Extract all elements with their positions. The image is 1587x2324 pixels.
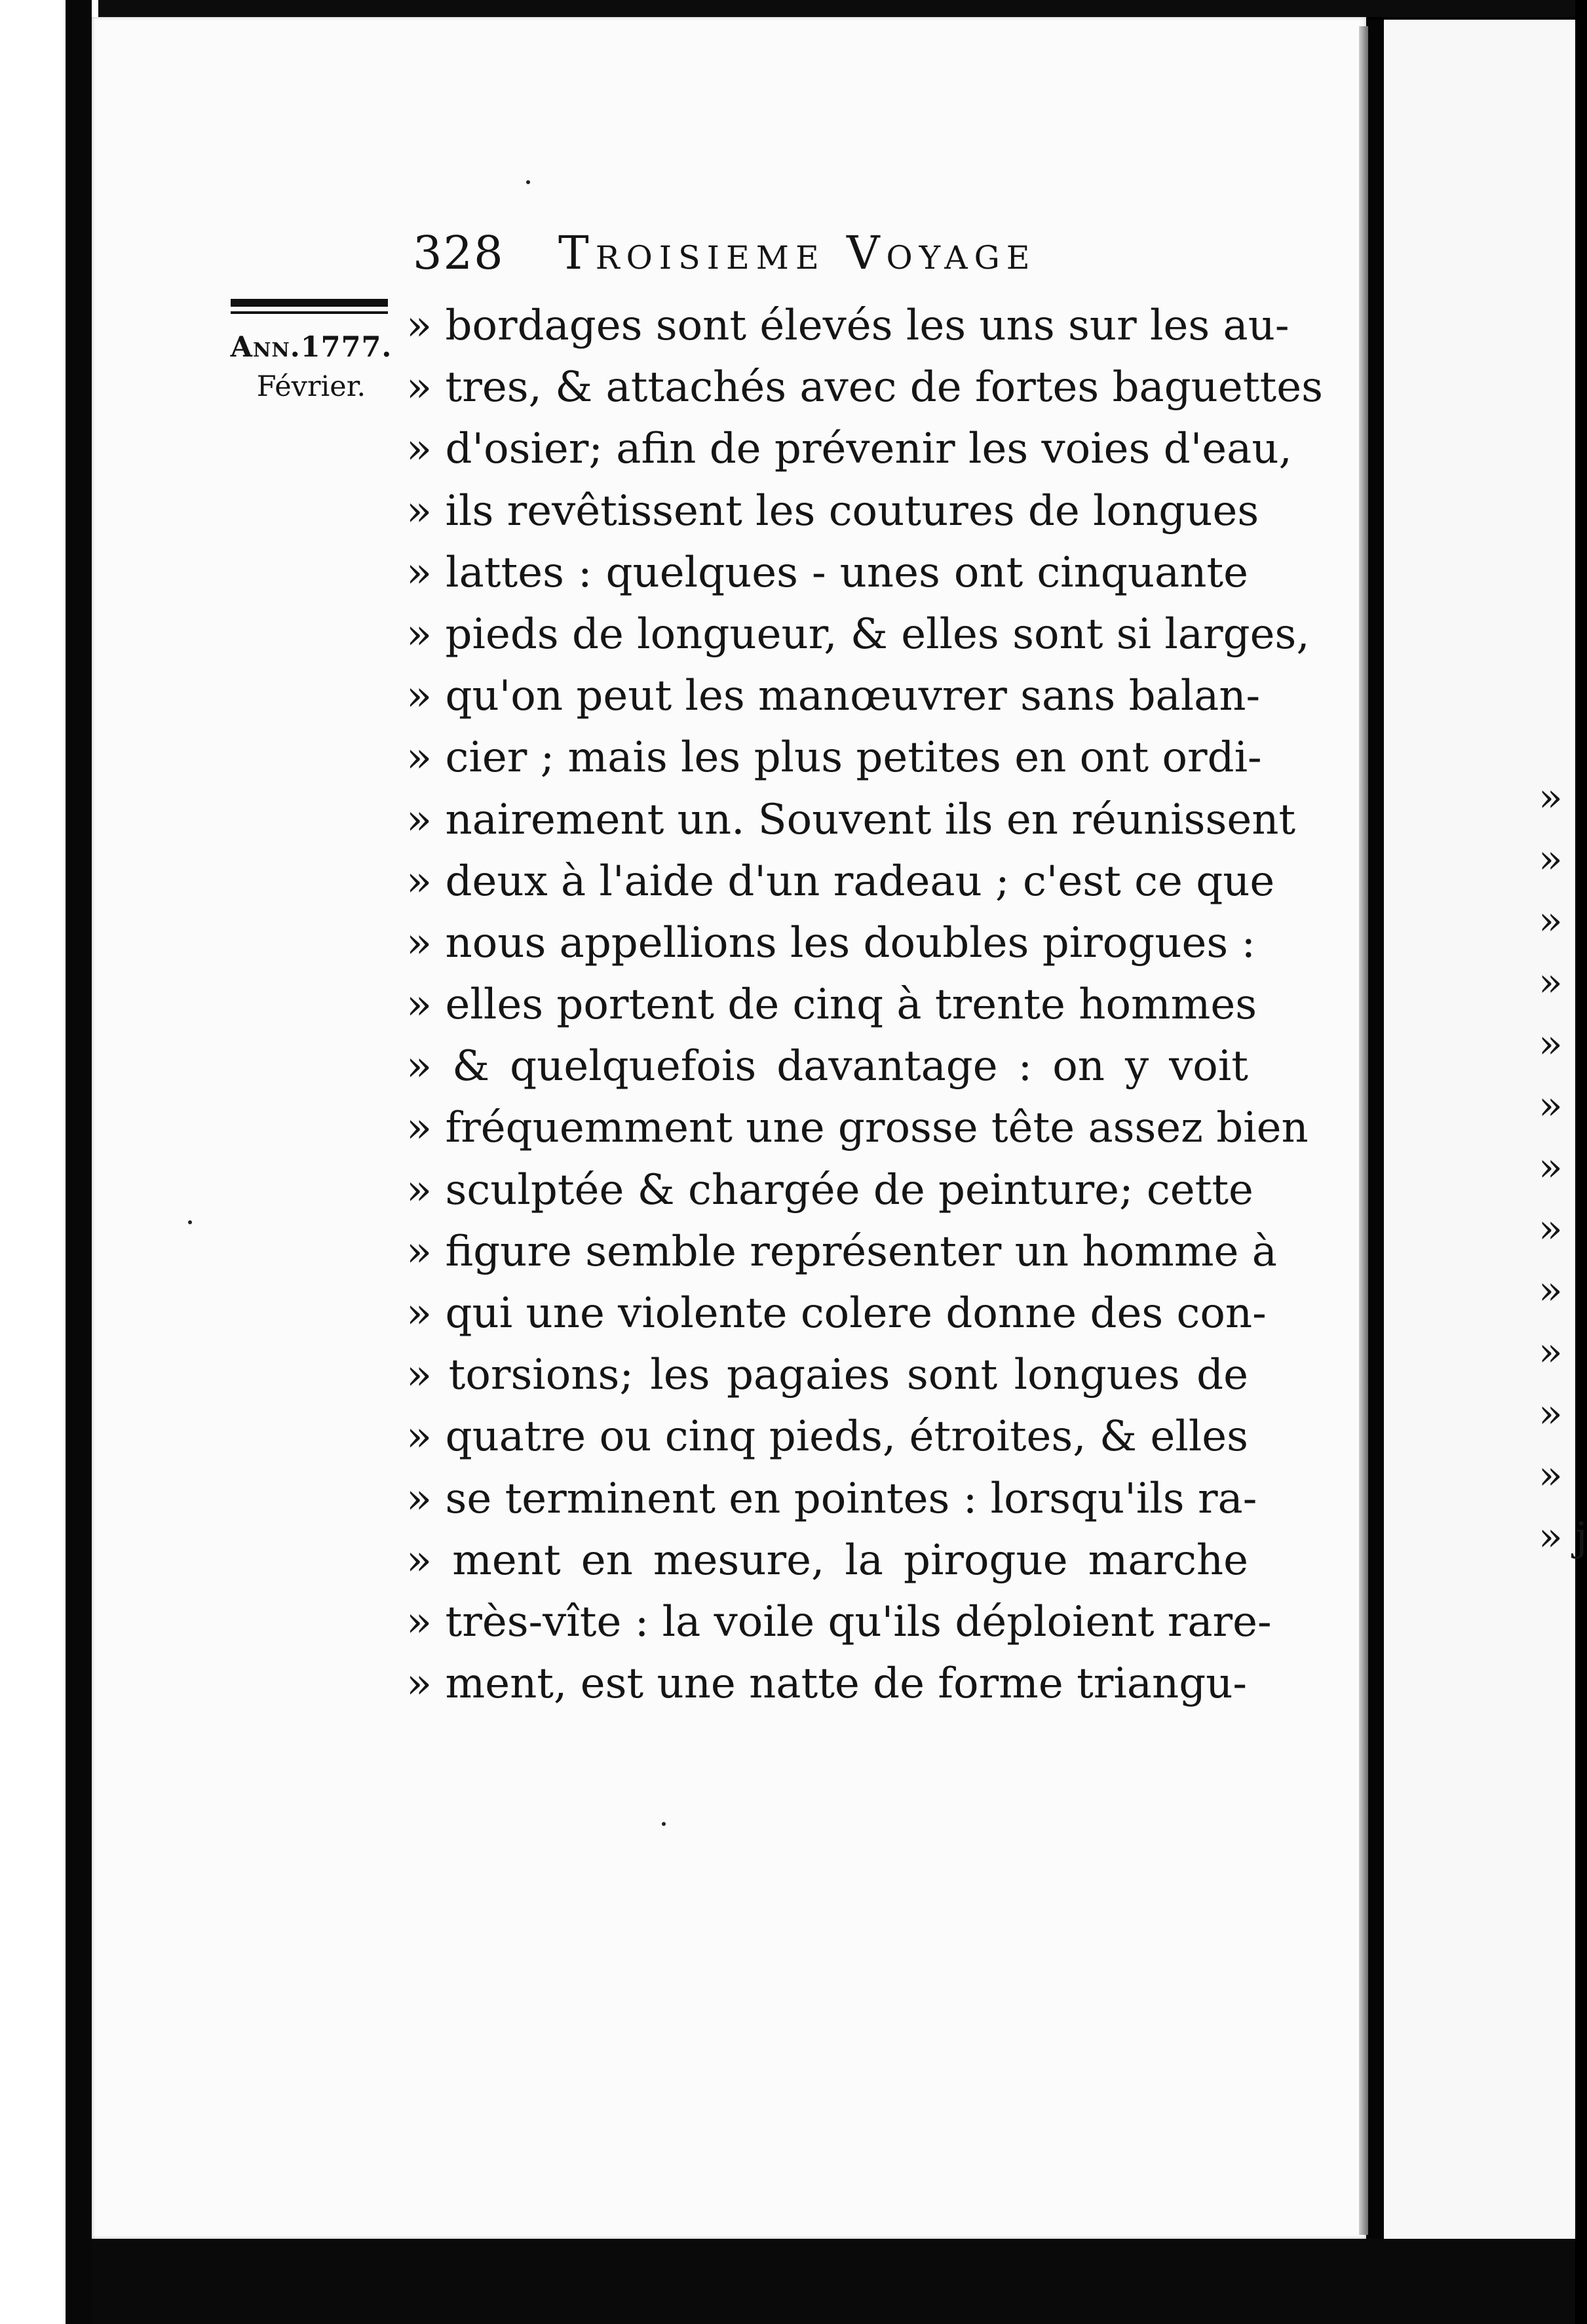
text-line: » bordages sont élevés les uns sur les au- [406,301,1290,350]
text-line: » lattes : quelques - unes ont cinquante [406,548,1248,597]
text-line: » nairement un. Souvent ils en réunissent [406,795,1296,844]
ink-speck [662,1822,666,1826]
scan-left-edge [66,0,92,2324]
text-line: » sculptée & chargée de peinture; cette [406,1165,1253,1214]
margin-rule-thin [231,311,388,314]
facing-page-fragment: » [1539,1329,1563,1375]
text-line: » tres, & attachés avec de fortes baguettes [406,363,1323,412]
facing-page-fragment: » [1539,1083,1563,1129]
facing-page-fragment: » [1539,959,1563,1005]
text-line: » figure semble représenter un homme à [406,1227,1277,1276]
text-line: » se terminent en pointes : lorsqu'ils ra- [406,1474,1257,1523]
text-line: » ment en mesure, la pirogue marche [406,1536,1248,1585]
ink-speck [526,180,530,184]
facing-page-fragment: » [1539,1206,1563,1252]
scan-top-edge [0,0,1575,17]
facing-page-fragment: » [1539,898,1563,944]
text-line: » qu'on peut les manœuvrer sans balan- [406,672,1261,721]
margin-note-month: Février. [256,370,366,403]
facing-page-fragment: » [1539,1268,1563,1313]
text-line: » deux à l'aide d'un radeau ; c'est ce que [406,857,1275,906]
text-line: » & quelquefois davantage : on y voit [406,1042,1248,1091]
facing-page-fragment: » [1539,1391,1563,1437]
body-text [406,295,1323,1714]
text-line: » d'osier; afin de prévenir les voies d'eau, [406,425,1292,474]
running-head [413,226,1153,288]
margin-note [223,328,400,406]
running-title: Troisieme Voyage [558,226,1037,280]
facing-page-fragment: » [1539,1144,1563,1190]
text-line: » quatre ou cinq pieds, étroites, & elles [406,1412,1248,1462]
text-line: » très-vîte : la voile qu'ils déploient rare- [406,1597,1272,1646]
page-number: 328 [413,226,505,280]
text-line: » nous appellions les doubles pirogues : [406,918,1256,967]
text-line: » ils revêtissent les coutures de longues [406,486,1259,535]
text-line: » elles portent de cinq à trente hommes [406,980,1257,1030]
text-line: » qui une violente colere donne des con- [406,1289,1267,1338]
margin-note-year: Ann.1777. [230,331,392,364]
ink-speck [188,1220,192,1224]
margin-rule [231,299,388,307]
facing-page-fragment: » [1539,836,1563,882]
facing-page-fragment: » [1539,775,1563,821]
book-gutter [1368,20,1384,2248]
facing-page-fragment: » [1539,1452,1563,1498]
text-line: » pieds de longueur, & elles sont si larges, [406,610,1310,659]
facing-page-fragment: » [1539,1021,1563,1067]
text-line: » ment, est une natte de forme triangu- [406,1659,1248,1709]
text-line: » fréquemment une grosse tête assez bien [406,1104,1309,1153]
gutter-shadow [1359,26,1368,2235]
scan-bottom-edge [92,2239,1575,2324]
facing-page-fragment: » j [1539,1514,1587,1560]
text-line: » torsions; les pagaies sont longues de [406,1351,1248,1400]
text-line: » cier ; mais les plus petites en ont ordi- [406,733,1262,783]
